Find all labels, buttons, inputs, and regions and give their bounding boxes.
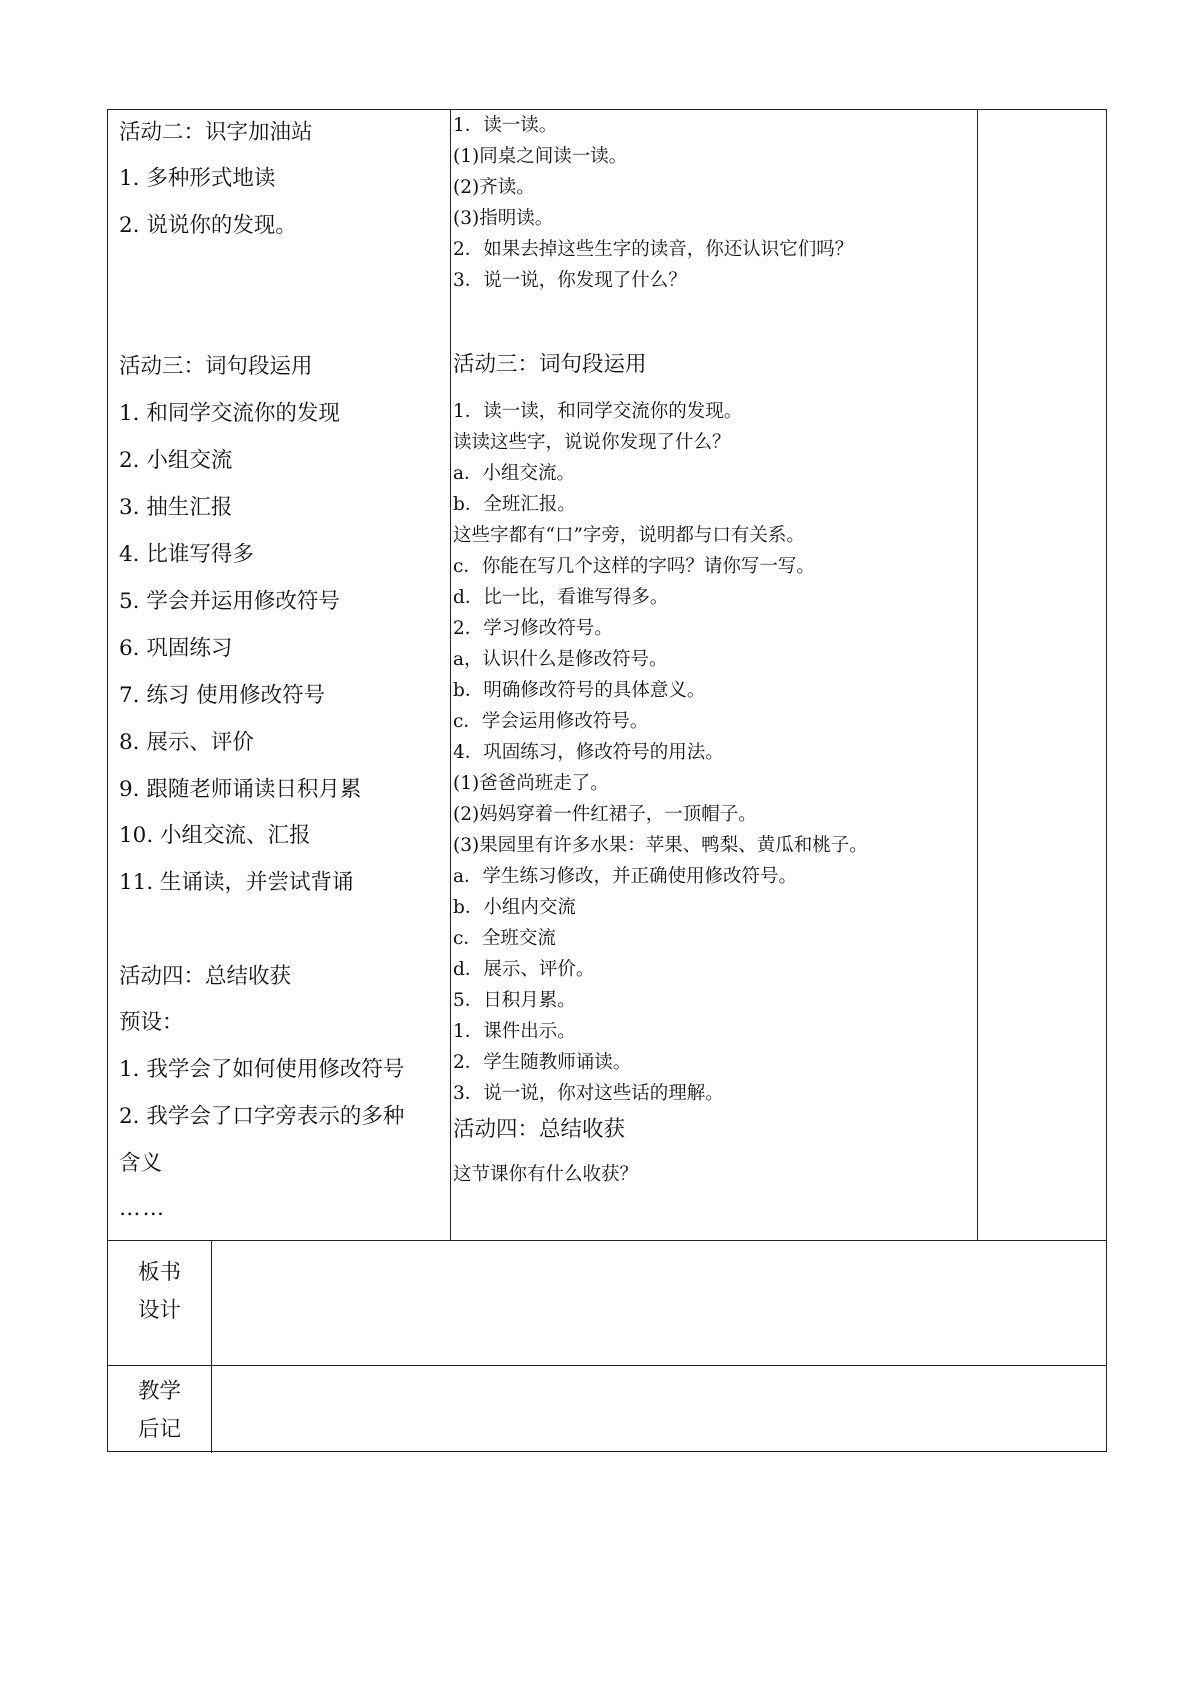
row-divider [108, 1365, 1106, 1366]
guidance-line: 3．说一说，你对这些话的理解。 [453, 1083, 724, 1104]
board-design-label-line2: 设计 [137, 1298, 181, 1323]
guidance-line: a．小组交流。 [453, 463, 576, 484]
activity-heading: 活动二：识字加油站 [119, 120, 313, 145]
activity-heading: 活动四：总结收获 [119, 964, 292, 989]
activity-item: 预设： [119, 1010, 184, 1035]
guidance-line: 2．学生随教师诵读。 [453, 1052, 632, 1073]
guidance-line: 读读这些字，说说你发现了什么？ [453, 432, 731, 453]
guidance-line: c．你能在写几个这样的字吗？请你写一写。 [453, 556, 815, 577]
guidance-line: c．全班交流 [453, 928, 556, 949]
guidance-line: a．学生练习修改，并正确使用修改符号。 [453, 866, 798, 887]
guidance-line: a，认识什么是修改符号。 [453, 649, 668, 670]
activity-item: 9. 跟随老师诵读日积月累 [119, 777, 362, 802]
activity-item: 含义 [119, 1151, 163, 1176]
guidance-line: 1．读一读。 [453, 115, 558, 136]
guidance-line: 1．读一读，和同学交流你的发现。 [453, 401, 743, 422]
guidance-line: 3．说一说，你发现了什么？ [453, 270, 687, 291]
guidance-line: (1)同桌之间读一读。 [453, 146, 628, 167]
column-divider [450, 110, 451, 1240]
guidance-line: d．展示、评价。 [453, 959, 595, 980]
activity-item: 2. 说说你的发现。 [119, 213, 297, 238]
guidance-heading: 活动三：词句段运用 [453, 352, 647, 377]
activity-item: 7. 练习 使用修改符号 [119, 683, 326, 708]
label-divider [211, 1240, 212, 1453]
activity-item: 2. 我学会了口字旁表示的多种 [119, 1104, 405, 1129]
guidance-line: 1．课件出示。 [453, 1021, 576, 1042]
activity-item: 1. 我学会了如何使用修改符号 [119, 1057, 405, 1082]
activity-item: 5. 学会并运用修改符号 [119, 589, 340, 614]
guidance-line: 2．如果去掉这些生字的读音，你还认识它们吗？ [453, 239, 854, 260]
column-divider [977, 110, 978, 1240]
activity-item: 11. 生诵读，并尝试背诵 [119, 870, 354, 895]
activity-heading: 活动三：词句段运用 [119, 354, 313, 379]
activity-item: 6. 巩固练习 [119, 636, 233, 661]
teaching-notes-label-line1: 教学 [137, 1379, 181, 1404]
activity-item: 4. 比谁写得多 [119, 542, 254, 567]
activity-item: 1. 多种形式地读 [119, 166, 276, 191]
guidance-line: 这些字都有“口”字旁，说明都与口有关系。 [453, 525, 805, 546]
guidance-line: (2)妈妈穿着一件红裙子，一顶帽子。 [453, 804, 757, 825]
activity-item: 1. 和同学交流你的发现 [119, 401, 340, 426]
guidance-line: 这节课你有什么收获？ [453, 1164, 639, 1185]
guidance-line: (1)爸爸尚班走了。 [453, 773, 609, 794]
activity-item: 3. 抽生汇报 [119, 495, 233, 520]
guidance-line: 5．日积月累。 [453, 990, 576, 1011]
guidance-line: b．明确修改符号的具体意义。 [453, 680, 706, 701]
lesson-plan-table [107, 109, 1107, 1452]
guidance-line: c．学会运用修改符号。 [453, 711, 649, 732]
row-divider [108, 1240, 1106, 1241]
guidance-line: b．全班汇报。 [453, 494, 576, 515]
guidance-line: 4．巩固练习，修改符号的用法。 [453, 742, 724, 763]
activity-item: 2. 小组交流 [119, 448, 233, 473]
activity-item: 10. 小组交流、汇报 [119, 823, 311, 848]
guidance-line: (3)指明读。 [453, 208, 554, 229]
guidance-line: 2．学习修改符号。 [453, 618, 613, 639]
ellipsis: …… [119, 1196, 166, 1221]
guidance-line: (2)齐读。 [453, 177, 535, 198]
teaching-notes-label-line2: 后记 [137, 1417, 181, 1442]
guidance-line: (3)果园里有许多水果：苹果、鸭梨、黄瓜和桃子。 [453, 835, 868, 856]
guidance-line: d．比一比，看谁写得多。 [453, 587, 669, 608]
guidance-line: b．小组内交流 [453, 897, 576, 918]
board-design-label-line1: 板书 [137, 1260, 181, 1285]
activity-item: 8. 展示、评价 [119, 730, 254, 755]
guidance-heading: 活动四：总结收获 [453, 1117, 626, 1142]
